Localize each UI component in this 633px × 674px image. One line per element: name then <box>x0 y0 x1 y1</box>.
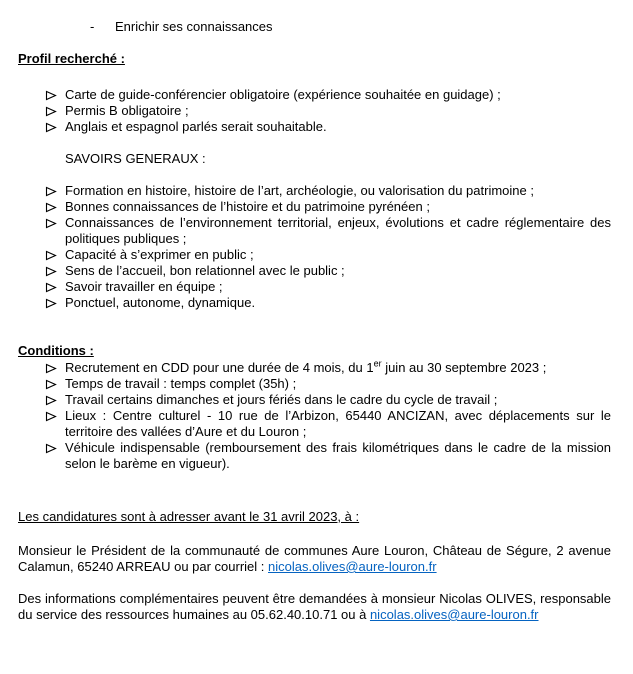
list-item-text: Sens de l’accueil, bon relationnel avec le public ; <box>65 263 345 278</box>
arrow-bullet-icon <box>45 87 65 103</box>
list-item <box>18 279 611 295</box>
candidatures-heading: Les candidatures sont à adresser avant le 31 avril 2023, à : <box>18 509 360 524</box>
list-item-text: Temps de travail : temps complet (35h) ; <box>65 376 297 391</box>
list-item <box>18 360 611 376</box>
list-item <box>18 215 611 247</box>
list-item <box>18 408 611 440</box>
address-paragraph <box>18 543 611 575</box>
profil-heading: Profil recherché : <box>18 51 125 66</box>
list-item-text: Connaissances de l’environnement territorial, enjeux, évolutions et cadre réglementaire des politiques publiques ; <box>65 215 611 246</box>
list-item-text: Ponctuel, autonome, dynamique. <box>65 295 256 310</box>
list-item <box>18 199 611 215</box>
document-page <box>0 19 633 674</box>
contact-paragraph <box>18 591 611 623</box>
list-item-text: Recrutement en CDD pour une durée de 4 mois, du 1er juin au 30 septembre 2023 ; <box>65 358 547 375</box>
savoirs-generaux-subheading: SAVOIRS GENERAUX : <box>65 151 206 166</box>
arrow-bullet-icon <box>45 279 65 295</box>
list-item-text: Formation en histoire, histoire de l’art, archéologie, ou valorisation du patrimoine ; <box>65 183 534 198</box>
list-item <box>18 103 611 119</box>
list-item <box>18 263 611 279</box>
arrow-bullet-icon <box>45 408 65 440</box>
list-item-text: Véhicule indispensable (remboursement des frais kilométriques dans le cadre de la mission selon le barème en vigueur). <box>65 440 611 471</box>
arrow-bullet-icon <box>45 183 65 199</box>
list-item <box>18 183 611 199</box>
list-item-text: Permis B obligatoire ; <box>65 103 189 118</box>
list-item-text: Travail certains dimanches et jours fériés dans le cadre du cycle de travail ; <box>65 392 498 407</box>
savoirs-bullet-list <box>18 183 611 311</box>
dash-bullet-icon: - <box>90 19 95 34</box>
arrow-bullet-icon <box>45 295 65 311</box>
list-item <box>18 376 611 392</box>
list-item-text: Carte de guide-conférencier obligatoire (expérience souhaitée en guidage) ; <box>65 87 501 102</box>
list-item-text: Lieux : Centre culturel - 10 rue de l’Arbizon, 65440 ANCIZAN, avec déplacements sur le territoire des vallées d’Aure et du Louron ; <box>65 408 611 439</box>
ordinal-superscript: er <box>373 358 382 369</box>
arrow-bullet-icon <box>45 392 65 408</box>
dash-list-item <box>18 19 611 35</box>
list-item <box>18 295 611 311</box>
list-item-text: Anglais et espagnol parlés serait souhaitable. <box>65 119 327 134</box>
list-item <box>18 440 611 472</box>
arrow-bullet-icon <box>45 119 65 135</box>
list-item <box>18 247 611 263</box>
arrow-bullet-icon <box>45 263 65 279</box>
list-item <box>18 87 611 103</box>
arrow-bullet-icon <box>45 103 65 119</box>
list-item <box>18 119 611 135</box>
conditions-bullet-list <box>18 360 611 472</box>
dash-item-text: Enrichir ses connaissances <box>115 19 273 34</box>
conditions-heading: Conditions : <box>18 343 94 358</box>
profil-bullet-list <box>18 87 611 135</box>
arrow-bullet-icon <box>45 376 65 392</box>
arrow-bullet-icon <box>45 215 65 247</box>
address-text: Monsieur le Président de la communauté de communes Aure Louron, Château de Ségure, 2 avenue Calamun, 65240 ARREAU ou par courriel : <box>18 543 611 574</box>
list-item-text: Bonnes connaissances de l’histoire et du patrimoine pyrénéen ; <box>65 199 430 214</box>
email-link[interactable]: nicolas.olives@aure-louron.fr <box>369 607 539 622</box>
email-link[interactable]: nicolas.olives@aure-louron.fr <box>268 559 437 574</box>
contact-text: Des informations complémentaires peuvent être demandées à monsieur Nicolas OLIVES, responsable du service des ressources humaines au 05.62.40.10.71 ou à <box>18 591 611 622</box>
list-item-text: Capacité à s’exprimer en public ; <box>65 247 254 262</box>
arrow-bullet-icon <box>45 247 65 263</box>
arrow-bullet-icon <box>45 440 65 472</box>
arrow-bullet-icon <box>45 199 65 215</box>
list-item-text: Savoir travailler en équipe ; <box>65 279 223 294</box>
list-item <box>18 392 611 408</box>
arrow-bullet-icon <box>45 360 65 376</box>
